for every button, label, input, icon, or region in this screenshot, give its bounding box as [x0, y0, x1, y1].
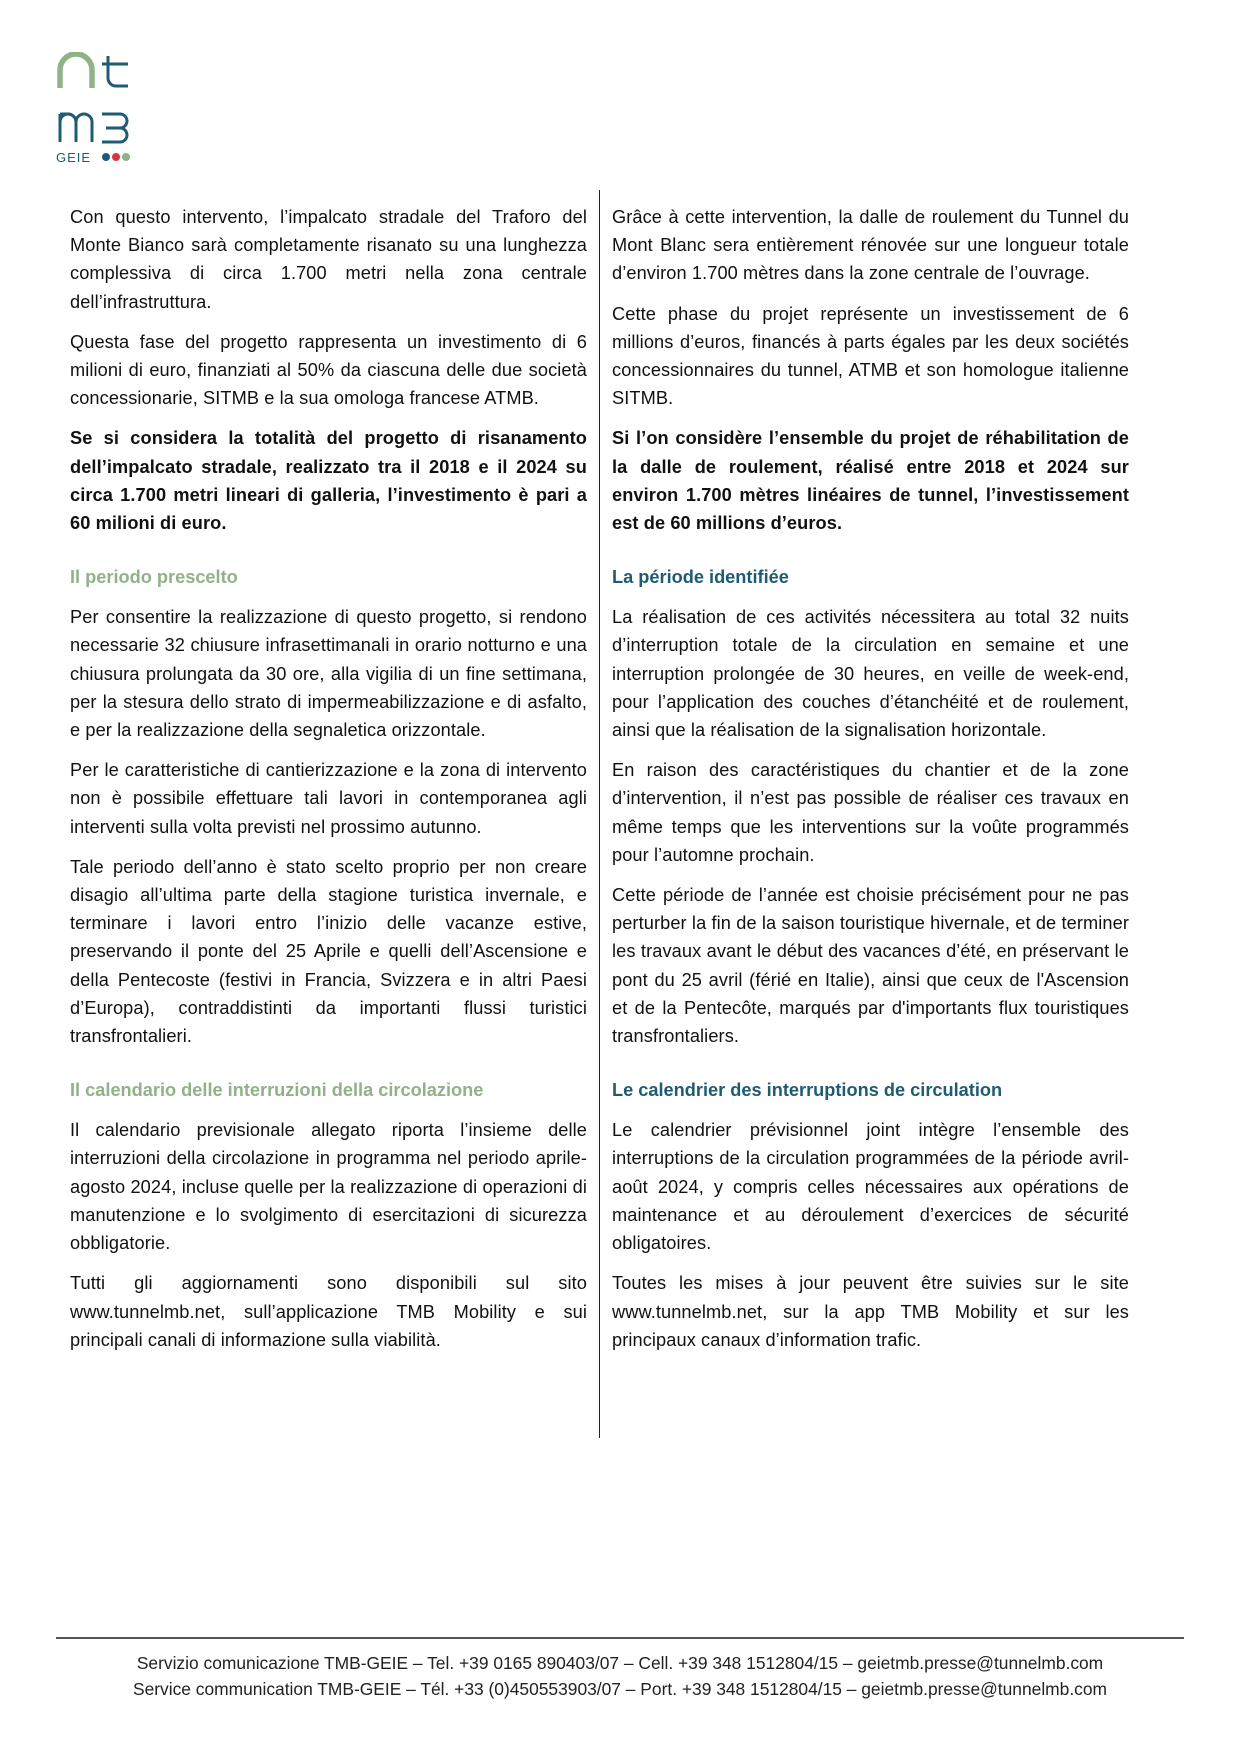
footer-rule [56, 1637, 1184, 1639]
fr-paragraph: Le calendrier prévisionnel joint intègre l’ensemble des interruptions de la circulation programmées de la période avril-août 2024, y compris celles nécessaires aux opérations de maintenance et au déroulement d’exercices de sécurité obligatoires. [612, 1120, 1129, 1254]
it-paragraph: Questa fase del progetto rappresenta un investimento di 6 milioni di euro, finanziati al 50% da ciascuna delle due società concessionarie, SITMB e la sua omologa francese ATMB. [70, 331, 587, 409]
fr-paragraph: Cette phase du projet représente un investissement de 6 millions d’euros, financés à parts égales par les deux sociétés concessionnaires du tunnel, ATMB et son homologue italienne SITMB. [612, 303, 1129, 409]
it-paragraph-bold: Se si considera la totalità del progetto di risanamento dell’impalcato stradale, realizzato tra il 2018 e il 2024 su circa 1.700 metri lineari di galleria, l’investimento è pari a 60 milioni di euro. [70, 428, 587, 534]
it-paragraph: Tale periodo dell’anno è stato scelto proprio per non creare disagio all’ultima parte della stagione turistica invernale, e terminare i lavori entro l’inizio delle vacanze estive, preservando il ponte del 25 Aprile e quelli dell’Ascensione e della Pentecoste (festivi in Francia, Svizzera e in altri Paesi d’Europa), contraddistinti da importanti flussi turistici transfrontalieri. [70, 856, 587, 1047]
it-paragraph: Il calendario previsionale allegato riporta l’insieme delle interruzioni della circolazione in programma nel periodo aprile-agosto 2024, incluse quelle per la realizzazione di operazioni di manutenzione e lo svolgimento di esercitazioni di sicurezza obbligatorie. [70, 1120, 587, 1254]
fr-paragraph: Cette période de l’année est choisie précisément pour ne pas perturber la fin de la saison touristique hivernale, et de terminer les travaux avant le début des vacances d’été, en préservant le pont du 25 avril (férié en Italie), ainsi que ceux de l'Ascension et de la Pentecôte, marqués par d'importants flux touristiques transfrontaliers. [612, 885, 1129, 1047]
fr-heading-calendar: Le calendrier des interruptions de circulation [612, 1080, 1003, 1101]
french-column [600, 203, 1129, 1366]
it-paragraph: Per consentire la realizzazione di questo progetto, si rendono necessarie 32 chiusure infrasettimanali in orario notturno e una chiusura prolungata da 30 ore, alla vigilia di un fine settimana, per la stesura dello strato di impermeabilizzazione e di asfalto, e per la realizzazione della segnaletica orizzontale. [70, 607, 587, 741]
logo-mark-icon [56, 52, 166, 172]
italian-column [70, 203, 600, 1366]
it-paragraph: Con questo intervento, l’impalcato stradale del Traforo del Monte Bianco sarà completamente risanato su una lunghezza complessiva di circa 1.700 metri nella zona centrale dell’infrastruttura. [70, 207, 587, 312]
bilingual-columns [70, 203, 1130, 1366]
fr-heading-period: La période identifiée [612, 567, 789, 588]
logo-dot-blue [102, 153, 110, 161]
logo-geie-text: GEIE [56, 150, 92, 165]
footer-contacts [56, 1650, 1184, 1702]
fr-paragraph: Toutes les mises à jour peuvent être suivies sur le site www.tunnelmb.net, sur la app TMB Mobility et sur les principaux canaux d’information trafic. [612, 1273, 1129, 1350]
footer-contact-italian: Servizio comunicazione TMB-GEIE – Tel. +39 0165 890403/07 – Cell. +39 348 1512804/15 – geietmb.presse@tunnelmb.com [136, 1653, 1104, 1673]
footer-contact-french: Service communication TMB-GEIE – Tél. +33 (0)450553903/07 – Port. +39 348 1512804/15 – geietmb.presse@tunnelmb.com [132, 1679, 1108, 1699]
fr-paragraph: La réalisation de ces activités nécessitera au total 32 nuits d’interruption totale de la circulation en semaine et une interruption prolongée de 30 heures, en veille de week-end, pour l’application des couches d’étanchéité et de roulement, ainsi que la réalisation de la signalisation horizontale. [612, 607, 1129, 741]
logo-dot-red [112, 153, 120, 161]
it-paragraph: Tutti gli aggiornamenti sono disponibili sul sito www.tunnelmb.net, sull’applicazione TMB Mobility e sui principali canali di informazione sulla viabilità. [70, 1273, 587, 1350]
fr-paragraph-bold: Si l’on considère l’ensemble du projet de réhabilitation de la dalle de roulement, réalisé entre 2018 et 2024 sur environ 1.700 mètres linéaires de tunnel, l’investissement est de 60 millions d’euros. [612, 428, 1129, 534]
it-heading-calendar: Il calendario delle interruzioni della circolazione [70, 1080, 484, 1101]
fr-paragraph: Grâce à cette intervention, la dalle de roulement du Tunnel du Mont Blanc sera entièrement rénovée sur une longueur totale d’environ 1.700 mètres dans la zone centrale de l’ouvrage. [612, 207, 1129, 284]
logo-dot-green [122, 153, 130, 161]
tmb-geie-logo [56, 52, 166, 172]
fr-paragraph: En raison des caractéristiques du chantier et de la zone d’intervention, il n’est pas possible de réaliser ces travaux en même temps que les interventions sur la voûte programmés pour l’automne prochain. [612, 760, 1129, 865]
it-heading-period: Il periodo prescelto [70, 567, 238, 588]
it-paragraph: Per le caratteristiche di cantierizzazione e la zona di intervento non è possibile effettuare tali lavori in contemporanea agli interventi sulla volta previsti nel prossimo autunno. [70, 760, 587, 837]
